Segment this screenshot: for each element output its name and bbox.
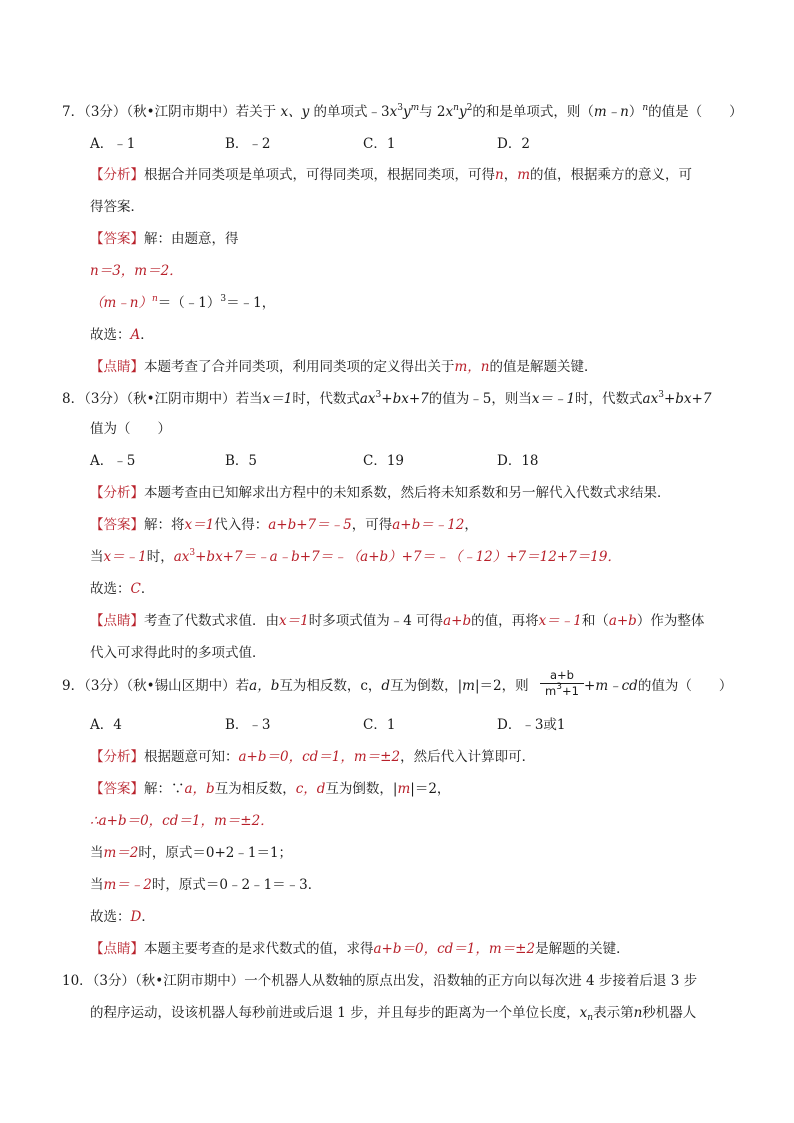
q9-stem: 9．（3分）（秋•锡山区期中）若a，b互为相反数，c，d互为倒数，|m|＝2，则 [62, 678, 529, 694]
q8-comment-cont: 代入可求得此时的多项式值． [90, 645, 266, 661]
q7-stem: 7．（3分）（秋•江阴市期中）若关于 x、y 的单项式$﹣3x^3y^m$与 $2x^ny^2$的和是单项式，则（m﹣n）$^n$的值是（ ） [62, 103, 743, 120]
q10-stem-cont: 的程序运动，设该机器人每秒前进或后退 1 步，并且每步的距离为一个单位长度，$x_n$表示第n秒机器人 [90, 1005, 697, 1023]
q8-answer-line2: 当x＝﹣1时，$ax^3+bx+7=﹣a﹣b+7=﹣(a+b)+7=﹣(﹣12)+7=12+7=19$． [90, 548, 621, 565]
q8-answer: 【答案】解：将x＝1代入得：a+b+7＝﹣5，可得a+b＝﹣12， [90, 517, 478, 533]
q8-analysis: 【分析】本题考查由已知解求出方程中的未知系数，然后将未知系数和另一解代入代数式求结果． [90, 485, 671, 501]
q8-option-c: C．19 [363, 453, 405, 469]
q8-choose: 故选：C． [90, 581, 155, 597]
q7-choose: 故选：A． [90, 327, 154, 343]
q7-analysis-cont: 得答案． [90, 199, 144, 215]
q9-answer-line3: 当m＝2时，原式＝0+2﹣1＝1； [90, 845, 293, 861]
q7-analysis: 【分析】根据合并同类项是单项式，可得同类项，根据同类项，可得n，m的值，根据乘方的意义，可 [90, 167, 693, 183]
q9-answer: 【答案】解：∵a，b互为相反数，c，d互为倒数，|m|＝2， [90, 781, 451, 797]
q7-answer: 【答案】解：由题意，得 [90, 231, 239, 247]
q7-option-d: D．2 [497, 136, 530, 152]
q10-stem: 10．（3分）（秋•江阴市期中）一个机器人从数轴的原点出发，沿数轴的正方向以每次进 4 步接着后退 3 步 [62, 973, 698, 989]
q9-fraction: $\frac{a+b}{m^3+1}$ [540, 668, 584, 699]
q9-analysis: 【分析】根据题意可知：a+b＝0，cd＝1，m＝±2，然后代入计算即可． [90, 749, 536, 765]
q8-option-b: B．5 [225, 453, 258, 469]
q7-option-a: A．﹣1 [90, 136, 136, 152]
q8-stem-cont: 值为（ ） [90, 421, 171, 437]
q7-answer-line2: n＝3，m＝2． [90, 263, 183, 279]
q7-option-c: C．1 [363, 136, 396, 152]
q9-comment: 【点睛】本题主要考查的是求代数式的值，求得a+b＝0，cd＝1，m＝±2是解题的关键． [90, 941, 630, 957]
q7-comment: 【点睛】本题考查了合并同类项，利用同类项的定义得出关于m，n的值是解题关键． [90, 359, 598, 375]
q7-option-b: B．﹣2 [225, 136, 271, 152]
q8-comment: 【点睛】考查了代数式求值．由x＝1时多项式值为﹣4 可得a+b的值，再将x＝﹣1和（a+b）作为整体 [90, 613, 705, 629]
q8-option-d: D．18 [497, 453, 539, 469]
q9-answer-line4: 当m＝﹣2时，原式＝0﹣2﹣1＝﹣3． [90, 877, 322, 893]
q9-stem-tail: +m﹣cd的值为（ ） [584, 678, 733, 694]
q9-option-c: C．1 [363, 717, 396, 733]
q8-stem: 8．（3分）（秋•江阴市期中）若当x＝1时，代数式$ax^3+bx+7$的值为﹣5，则当x＝﹣1时，代数式$ax^3+bx+7$ [62, 390, 712, 407]
q9-option-b: B．﹣3 [225, 717, 271, 733]
q7-answer-line3: （m﹣n）$^n$＝（﹣1）$^3$＝﹣1， [90, 294, 276, 311]
q9-choose: 故选：D． [90, 909, 155, 925]
q8-option-a: A．﹣5 [90, 453, 136, 469]
q9-option-d: D．﹣3或1 [497, 717, 566, 733]
q9-answer-line2: ∴a+b＝0，cd＝1，m＝±2． [90, 813, 274, 829]
q9-option-a: A．4 [90, 717, 122, 733]
